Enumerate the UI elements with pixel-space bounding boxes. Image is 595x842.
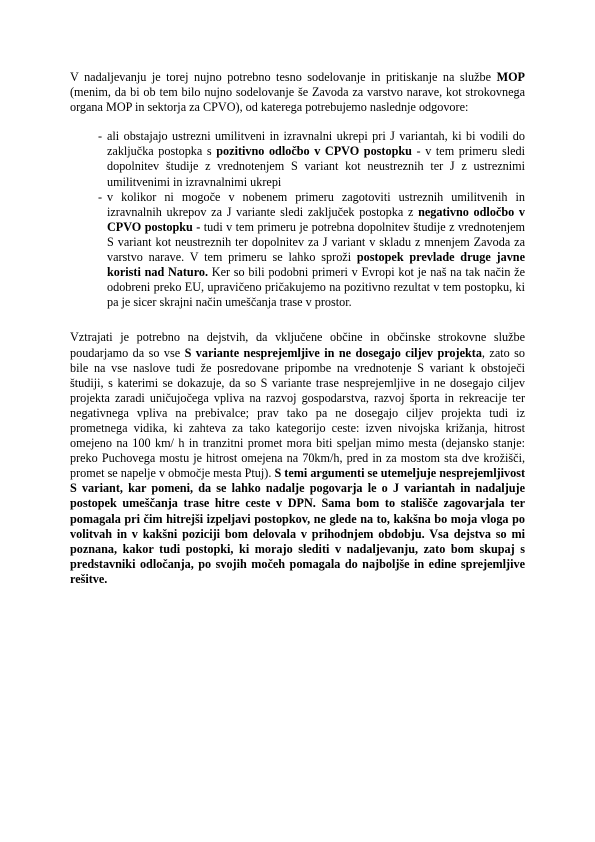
bold-text-run: S temi argumenti se utemeljuje nesprejemljivost S variant, kar pomeni, da se lahko nadalje pogovarja le o J variantah in nadaljuje postopek umeščanja trase hitre ceste v DPN. Sama bom to stališče zagovarjala ter pomagala pri čim hitrejši izpeljavi postopkov, ne glede na to, kakšna bo moja vloga po volitvah in v kakšni poziciji bom delovala v prihodnjem obdobju. Vsa dejstva so mi poznana, kakor tudi postopki, ki morajo slediti v nadaljevanju, zato bom skupaj s predstavniki odločanja, po svojih močeh pomagala do najboljše in edine sprejemljive rešitve. xyxy=(70,466,526,586)
text-run: , zato so bile na vse naslove tudi že posredovane pripombe na vrednotenje S variant k obstoječi študiji, s katerimi se dokazuje, da so S variante trase nesprejemljive in ne dosegajo ciljev projekta zaradi uničujočega vpliva na razvoj gospodarstva, razvoj športa in rekreacije ter negativnega vpliva na prebivalce; prav tako pa ne dosegajo ciljev projekta tudi iz prometnega vidika, ki zahteva za tako kategorijo ceste: izven nivojska križanja, hitrost omejeno na 100 km/ h in tranzitni promet mora biti speljan mimo mesta (dejansko stanje: preko Puchovega mostu je hitrost omejena na 70km/h, pred in za mostom sta dve krožišči, promet se napelje v območje mesta Ptuj). xyxy=(70,345,525,481)
text-run: V nadaljevanju je torej nujno potrebno tesno sodelovanje in pritiskanje na službe xyxy=(70,70,497,84)
text-run: - v tem primeru sledi dopolnitev študije z vrednotenjem S variant kot neustreznih ter J z ustreznimi umilitvenimi in izravnalnimi ukrepi xyxy=(107,144,525,189)
paragraph-conclusion xyxy=(70,330,525,587)
paragraph-intro xyxy=(70,70,525,115)
text-run: Ker so bili podobni primeri v Evropi kot je naš na tak način že odobreni preko EU, upravičeno pričakujemo na pozitivno rezultat v tem postopku, ki pa je sicer skrajni način umeščanja trase v prostor. xyxy=(107,265,525,310)
bullet-item-negative-decision xyxy=(98,189,525,311)
text-run: (menim, da bi ob tem bilo nujno sodelovanje še Zavoda za varstvo narave, kot strokovnega organa MOP in sektorja za CPVO), od katerega potrebujemo naslednje odgovore: xyxy=(70,85,525,115)
bold-text-run: negativno odločbo v CPVO postopku - xyxy=(107,204,525,234)
text-run: Vztrajati je potrebno na dejstvih, da vključene občine in občinske strokovne službe poudarjamo da so vse xyxy=(70,330,525,360)
bold-text-run: S variante nesprejemljive in ne dosegajo ciljev projekta xyxy=(184,345,482,360)
bold-text-run: postopek prevlade druge javne koristi nad Naturo. xyxy=(107,250,525,280)
bold-text-run: pozitivno odločbo v CPVO postopku xyxy=(216,144,412,159)
text-run: tudi v tem primeru je potrebna dopolnitev študije z vrednotenjem S variant kot neustreznih ter dopolnitev za J variant v skladu z mnenjem Zavoda za varstvo narave. V tem primeru se lahko sproži xyxy=(107,219,525,265)
bold-text-run: MOP xyxy=(496,70,525,84)
text-run: ali obstajajo ustrezni umilitveni in izravnalni ukrepi pri J variantah, ki bi vodili do zaključka postopka s xyxy=(107,129,525,159)
bullet-text xyxy=(107,129,525,188)
bullet-text xyxy=(107,190,525,310)
bullet-list xyxy=(70,129,525,310)
bullet-dash: - xyxy=(98,129,103,144)
text-run: v kolikor ni mogoče v nobenem primeru zagotoviti ustreznih umilitvenih in izravnalnih ukrepov za J variante sledi zaključek postopka z xyxy=(107,189,525,219)
bullet-item-positive-decision xyxy=(98,129,525,189)
bullet-dash: - xyxy=(98,189,103,204)
